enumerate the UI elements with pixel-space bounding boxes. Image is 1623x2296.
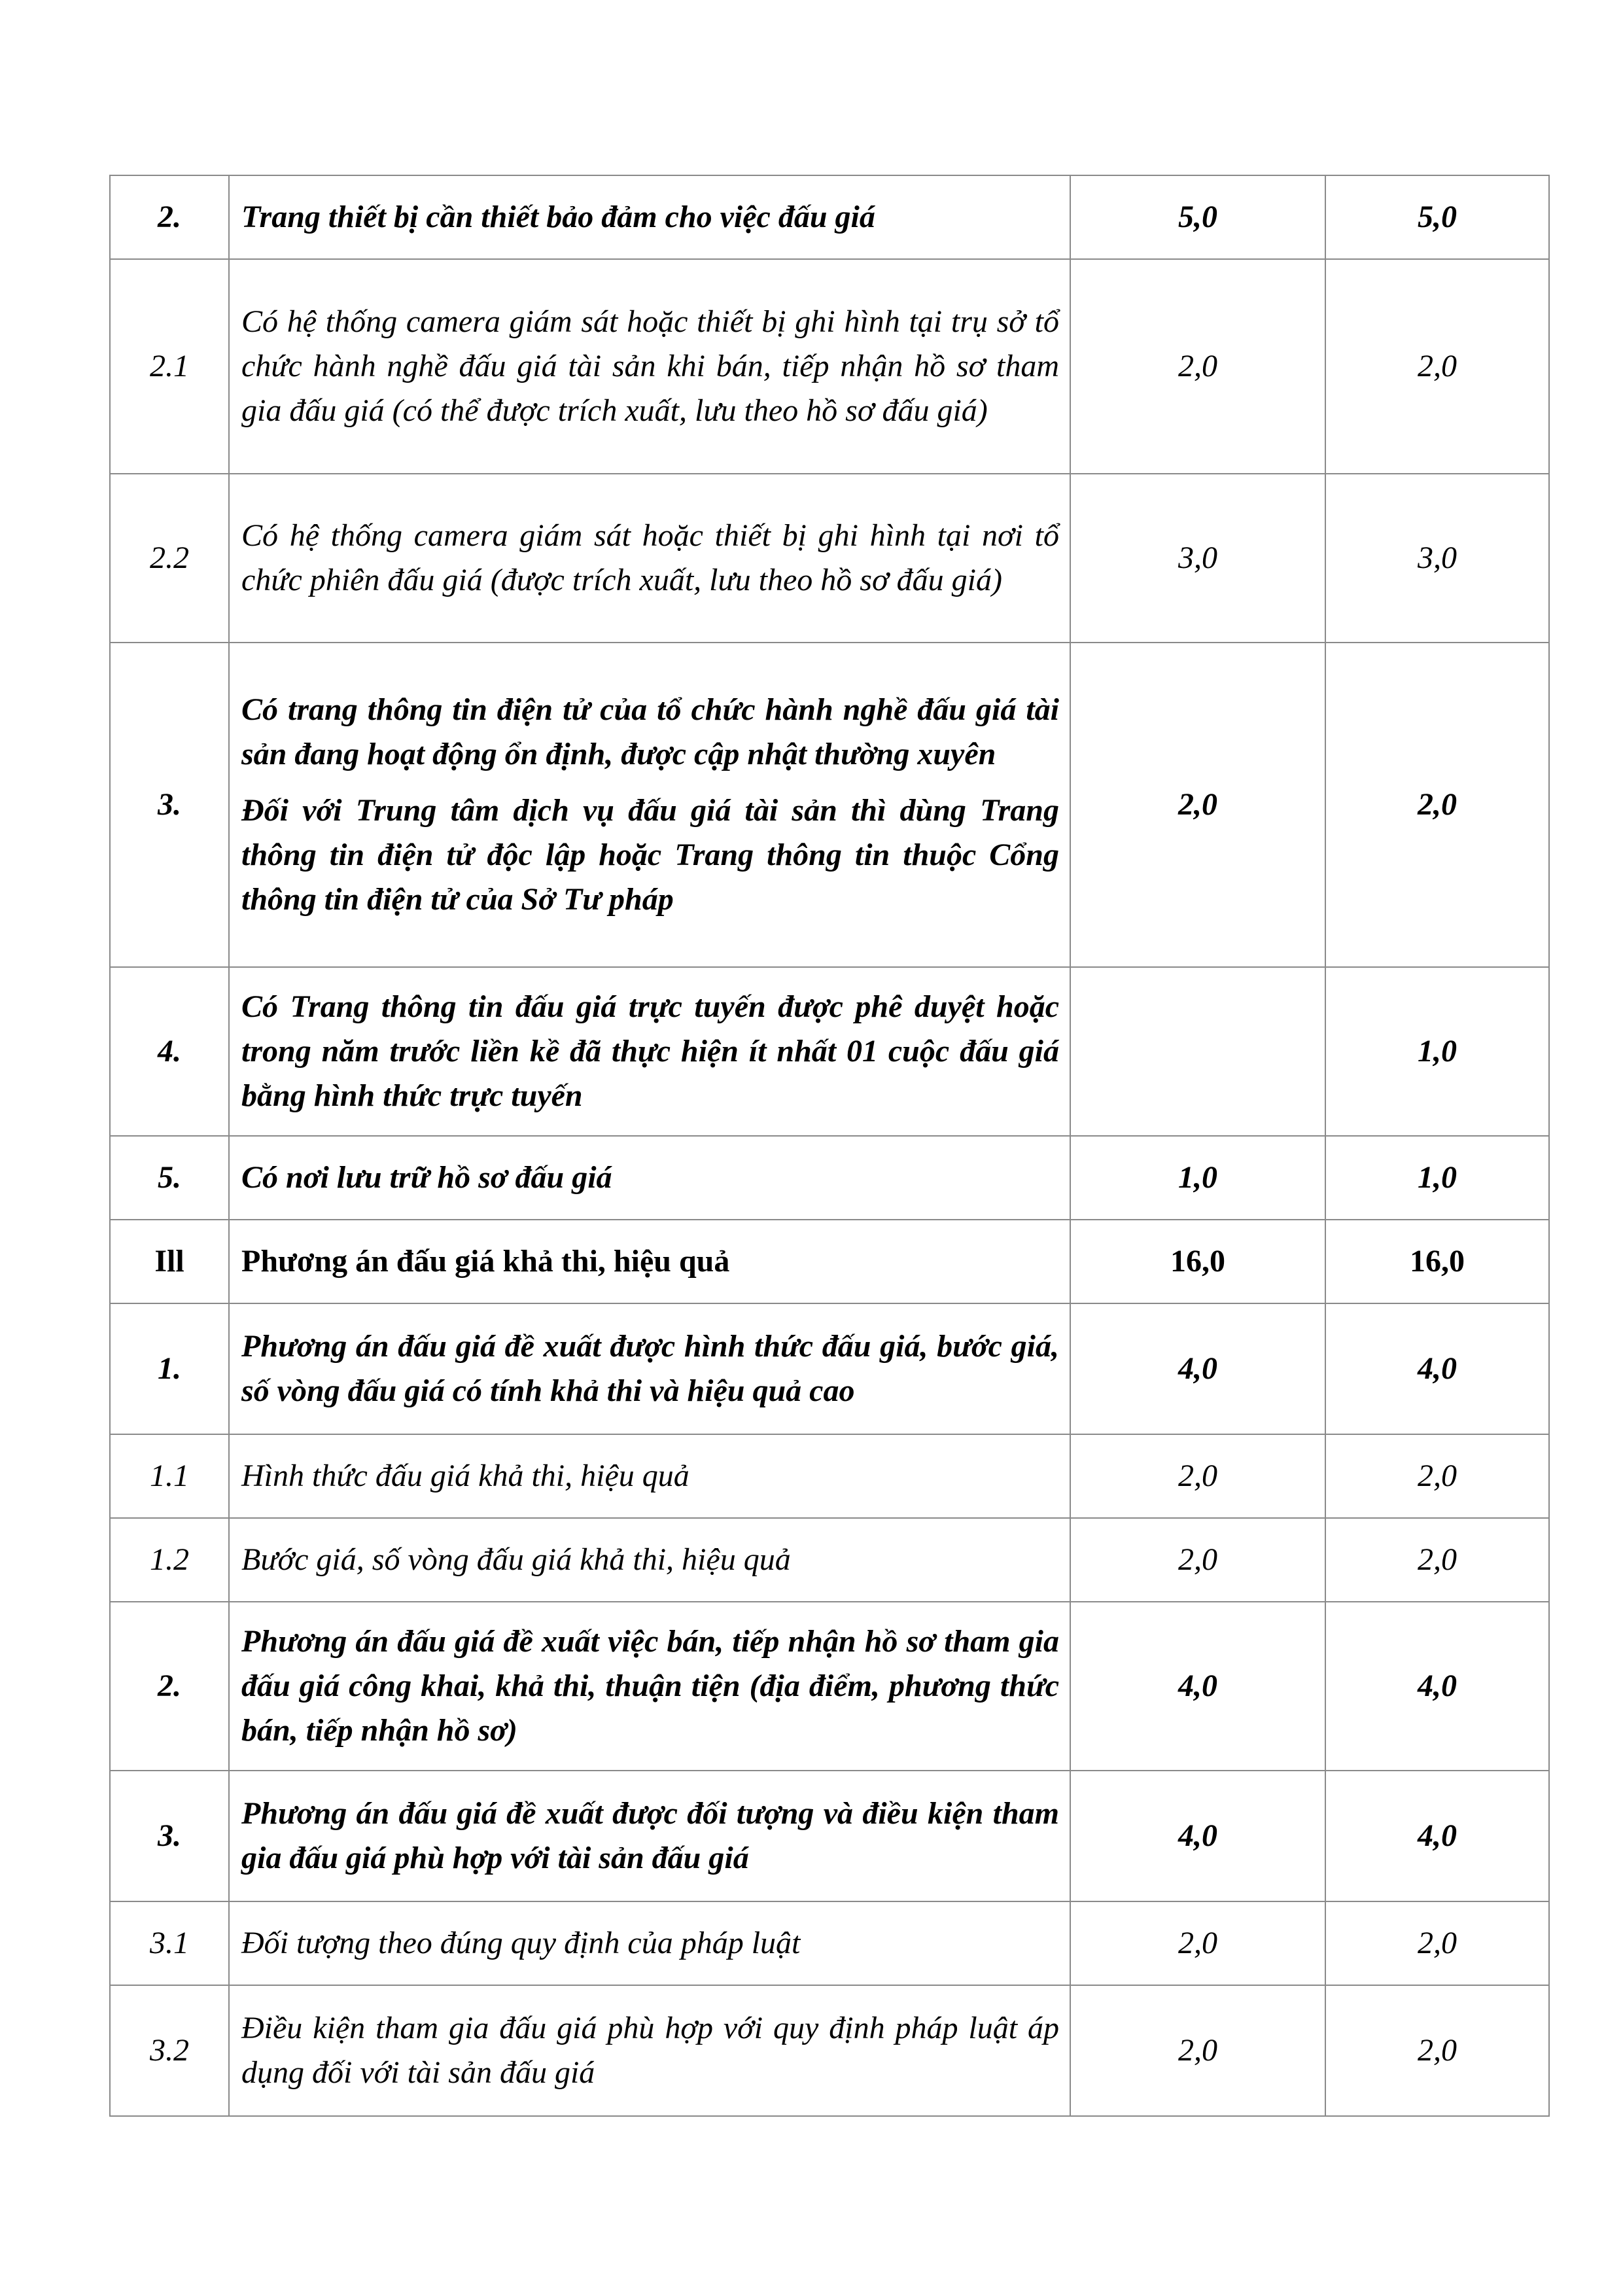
table-row xyxy=(110,1901,1549,1985)
score-column-1-cell: 2,0 xyxy=(1070,1434,1325,1518)
criterion-description-text: Phương án đấu giá khả thi, hiệu quả xyxy=(241,1244,730,1279)
table-row xyxy=(110,1518,1549,1602)
score-column-1-cell: 4,0 xyxy=(1070,1602,1325,1771)
criterion-description-cell xyxy=(229,1303,1070,1434)
score-column-1-cell: 2,0 xyxy=(1070,1985,1325,2116)
score-column-2-cell: 5,0 xyxy=(1325,175,1549,259)
item-number-cell: 5. xyxy=(110,1136,229,1220)
criterion-description-text: Hình thức đấu giá khả thi, hiệu quả xyxy=(241,1458,689,1493)
score-column-2-cell: 4,0 xyxy=(1325,1602,1549,1771)
table-row xyxy=(110,1602,1549,1771)
score-column-2-cell: 4,0 xyxy=(1325,1771,1549,1901)
score-column-1-cell: 3,0 xyxy=(1070,474,1325,643)
criterion-description-text: Trang thiết bị cần thiết bảo đảm cho việc đấu giá xyxy=(241,200,875,234)
table-row xyxy=(110,1771,1549,1901)
score-column-2-cell: 16,0 xyxy=(1325,1220,1549,1303)
table-row xyxy=(110,175,1549,259)
criterion-description-cell xyxy=(229,1602,1070,1771)
criteria-score-table xyxy=(109,175,1550,2117)
item-number-cell: 2.2 xyxy=(110,474,229,643)
score-column-2-cell: 2,0 xyxy=(1325,1518,1549,1602)
score-column-1-cell: 16,0 xyxy=(1070,1220,1325,1303)
table-row xyxy=(110,1434,1549,1518)
item-number-cell: 1.1 xyxy=(110,1434,229,1518)
item-number-cell: 2. xyxy=(110,1602,229,1771)
criterion-description-text: Điều kiện tham gia đấu giá phù hợp với quy định pháp luật áp dụng đối với tài sản đấu giá xyxy=(241,2011,1059,2090)
criterion-description-text: Đối tượng theo đúng quy định của pháp luật xyxy=(241,1926,801,1960)
table-row xyxy=(110,1220,1549,1303)
criterion-description-cell xyxy=(229,175,1070,259)
score-column-2-cell: 2,0 xyxy=(1325,1901,1549,1985)
item-number-cell: 3. xyxy=(110,1771,229,1901)
criterion-description-text: Bước giá, số vòng đấu giá khả thi, hiệu quả xyxy=(241,1542,791,1577)
item-number-cell: 1.2 xyxy=(110,1518,229,1602)
criterion-description-text: Có hệ thống camera giám sát hoặc thiết bị ghi hình tại trụ sở tổ chức hành nghề đấu giá tài sản khi bán, tiếp nhận hồ sơ tham gia đấu giá (có thể được trích xuất, lưu theo hồ sơ đấu giá) xyxy=(241,304,1059,428)
criterion-description-cell xyxy=(229,259,1070,474)
item-number-cell: 3. xyxy=(110,643,229,967)
score-column-1-cell: 4,0 xyxy=(1070,1771,1325,1901)
score-column-2-cell: 3,0 xyxy=(1325,474,1549,643)
score-column-2-cell: 1,0 xyxy=(1325,1136,1549,1220)
item-number-cell: 4. xyxy=(110,967,229,1136)
score-column-1-cell: 5,0 xyxy=(1070,175,1325,259)
score-column-2-cell: 2,0 xyxy=(1325,1985,1549,2116)
score-column-2-cell: 2,0 xyxy=(1325,259,1549,474)
criterion-description-text: Có trang thông tin điện tử của tổ chức hành nghề đấu giá tài sản đang hoạt động ổn định, được cập nhật thường xuyên xyxy=(241,692,1059,771)
item-number-cell: 2.1 xyxy=(110,259,229,474)
score-column-1-cell: 2,0 xyxy=(1070,643,1325,967)
score-column-1-cell: 2,0 xyxy=(1070,1901,1325,1985)
table-row xyxy=(110,967,1549,1136)
criterion-description-cell xyxy=(229,1220,1070,1303)
criterion-description-text: Phương án đấu giá đề xuất được hình thức đấu giá, bước giá, số vòng đấu giá có tính khả thi và hiệu quả cao xyxy=(241,1329,1059,1408)
criterion-description-text: Phương án đấu giá đề xuất được đối tượng và điều kiện tham gia đấu giá phù hợp với tài sản đấu giá xyxy=(241,1796,1059,1875)
item-number-cell: 1. xyxy=(110,1303,229,1434)
criterion-description-text: Phương án đấu giá đề xuất việc bán, tiếp nhận hồ sơ tham gia đấu giá công khai, khả thi, thuận tiện (địa điểm, phương thức bán, tiếp nhận hồ sơ) xyxy=(241,1624,1059,1748)
score-column-1-cell: 4,0 xyxy=(1070,1303,1325,1434)
score-column-1-cell xyxy=(1070,967,1325,1136)
table-row xyxy=(110,1303,1549,1434)
criterion-description-cell xyxy=(229,1771,1070,1901)
score-column-2-cell: 2,0 xyxy=(1325,643,1549,967)
score-column-1-cell: 1,0 xyxy=(1070,1136,1325,1220)
table-row xyxy=(110,1136,1549,1220)
criterion-description-cell xyxy=(229,967,1070,1136)
criterion-description-cell xyxy=(229,1136,1070,1220)
criterion-description-cell xyxy=(229,1901,1070,1985)
item-number-cell: 2. xyxy=(110,175,229,259)
criterion-description-cell xyxy=(229,1434,1070,1518)
score-column-2-cell: 1,0 xyxy=(1325,967,1549,1136)
table-row xyxy=(110,1985,1549,2116)
criterion-description-cell xyxy=(229,1518,1070,1602)
item-number-cell: 3.2 xyxy=(110,1985,229,2116)
table-row xyxy=(110,643,1549,967)
criterion-description-text: Có Trang thông tin đấu giá trực tuyến được phê duyệt hoặc trong năm trước liền kề đã thực hiện ít nhất 01 cuộc đấu giá bằng hình thức trực tuyến xyxy=(241,989,1059,1113)
criteria-table-body xyxy=(110,175,1549,2116)
item-number-cell: Ill xyxy=(110,1220,229,1303)
criterion-description-text: Có nơi lưu trữ hồ sơ đấu giá xyxy=(241,1160,612,1195)
item-number-cell: 3.1 xyxy=(110,1901,229,1985)
table-row xyxy=(110,259,1549,474)
score-column-2-cell: 4,0 xyxy=(1325,1303,1549,1434)
score-column-2-cell: 2,0 xyxy=(1325,1434,1549,1518)
criterion-description-cell xyxy=(229,643,1070,967)
score-column-1-cell: 2,0 xyxy=(1070,259,1325,474)
criterion-description-cell xyxy=(229,1985,1070,2116)
criterion-description-cell xyxy=(229,474,1070,643)
criterion-description-text: Có hệ thống camera giám sát hoặc thiết bị ghi hình tại nơi tổ chức phiên đấu giá (được trích xuất, lưu theo hồ sơ đấu giá) xyxy=(241,518,1059,597)
criterion-description-text: Đối với Trung tâm dịch vụ đấu giá tài sản thì dùng Trang thông tin điện tử độc lập hoặc Trang thông tin thuộc Cổng thông tin điện tử của Sở Tư pháp xyxy=(241,793,1059,917)
table-row xyxy=(110,474,1549,643)
score-column-1-cell: 2,0 xyxy=(1070,1518,1325,1602)
